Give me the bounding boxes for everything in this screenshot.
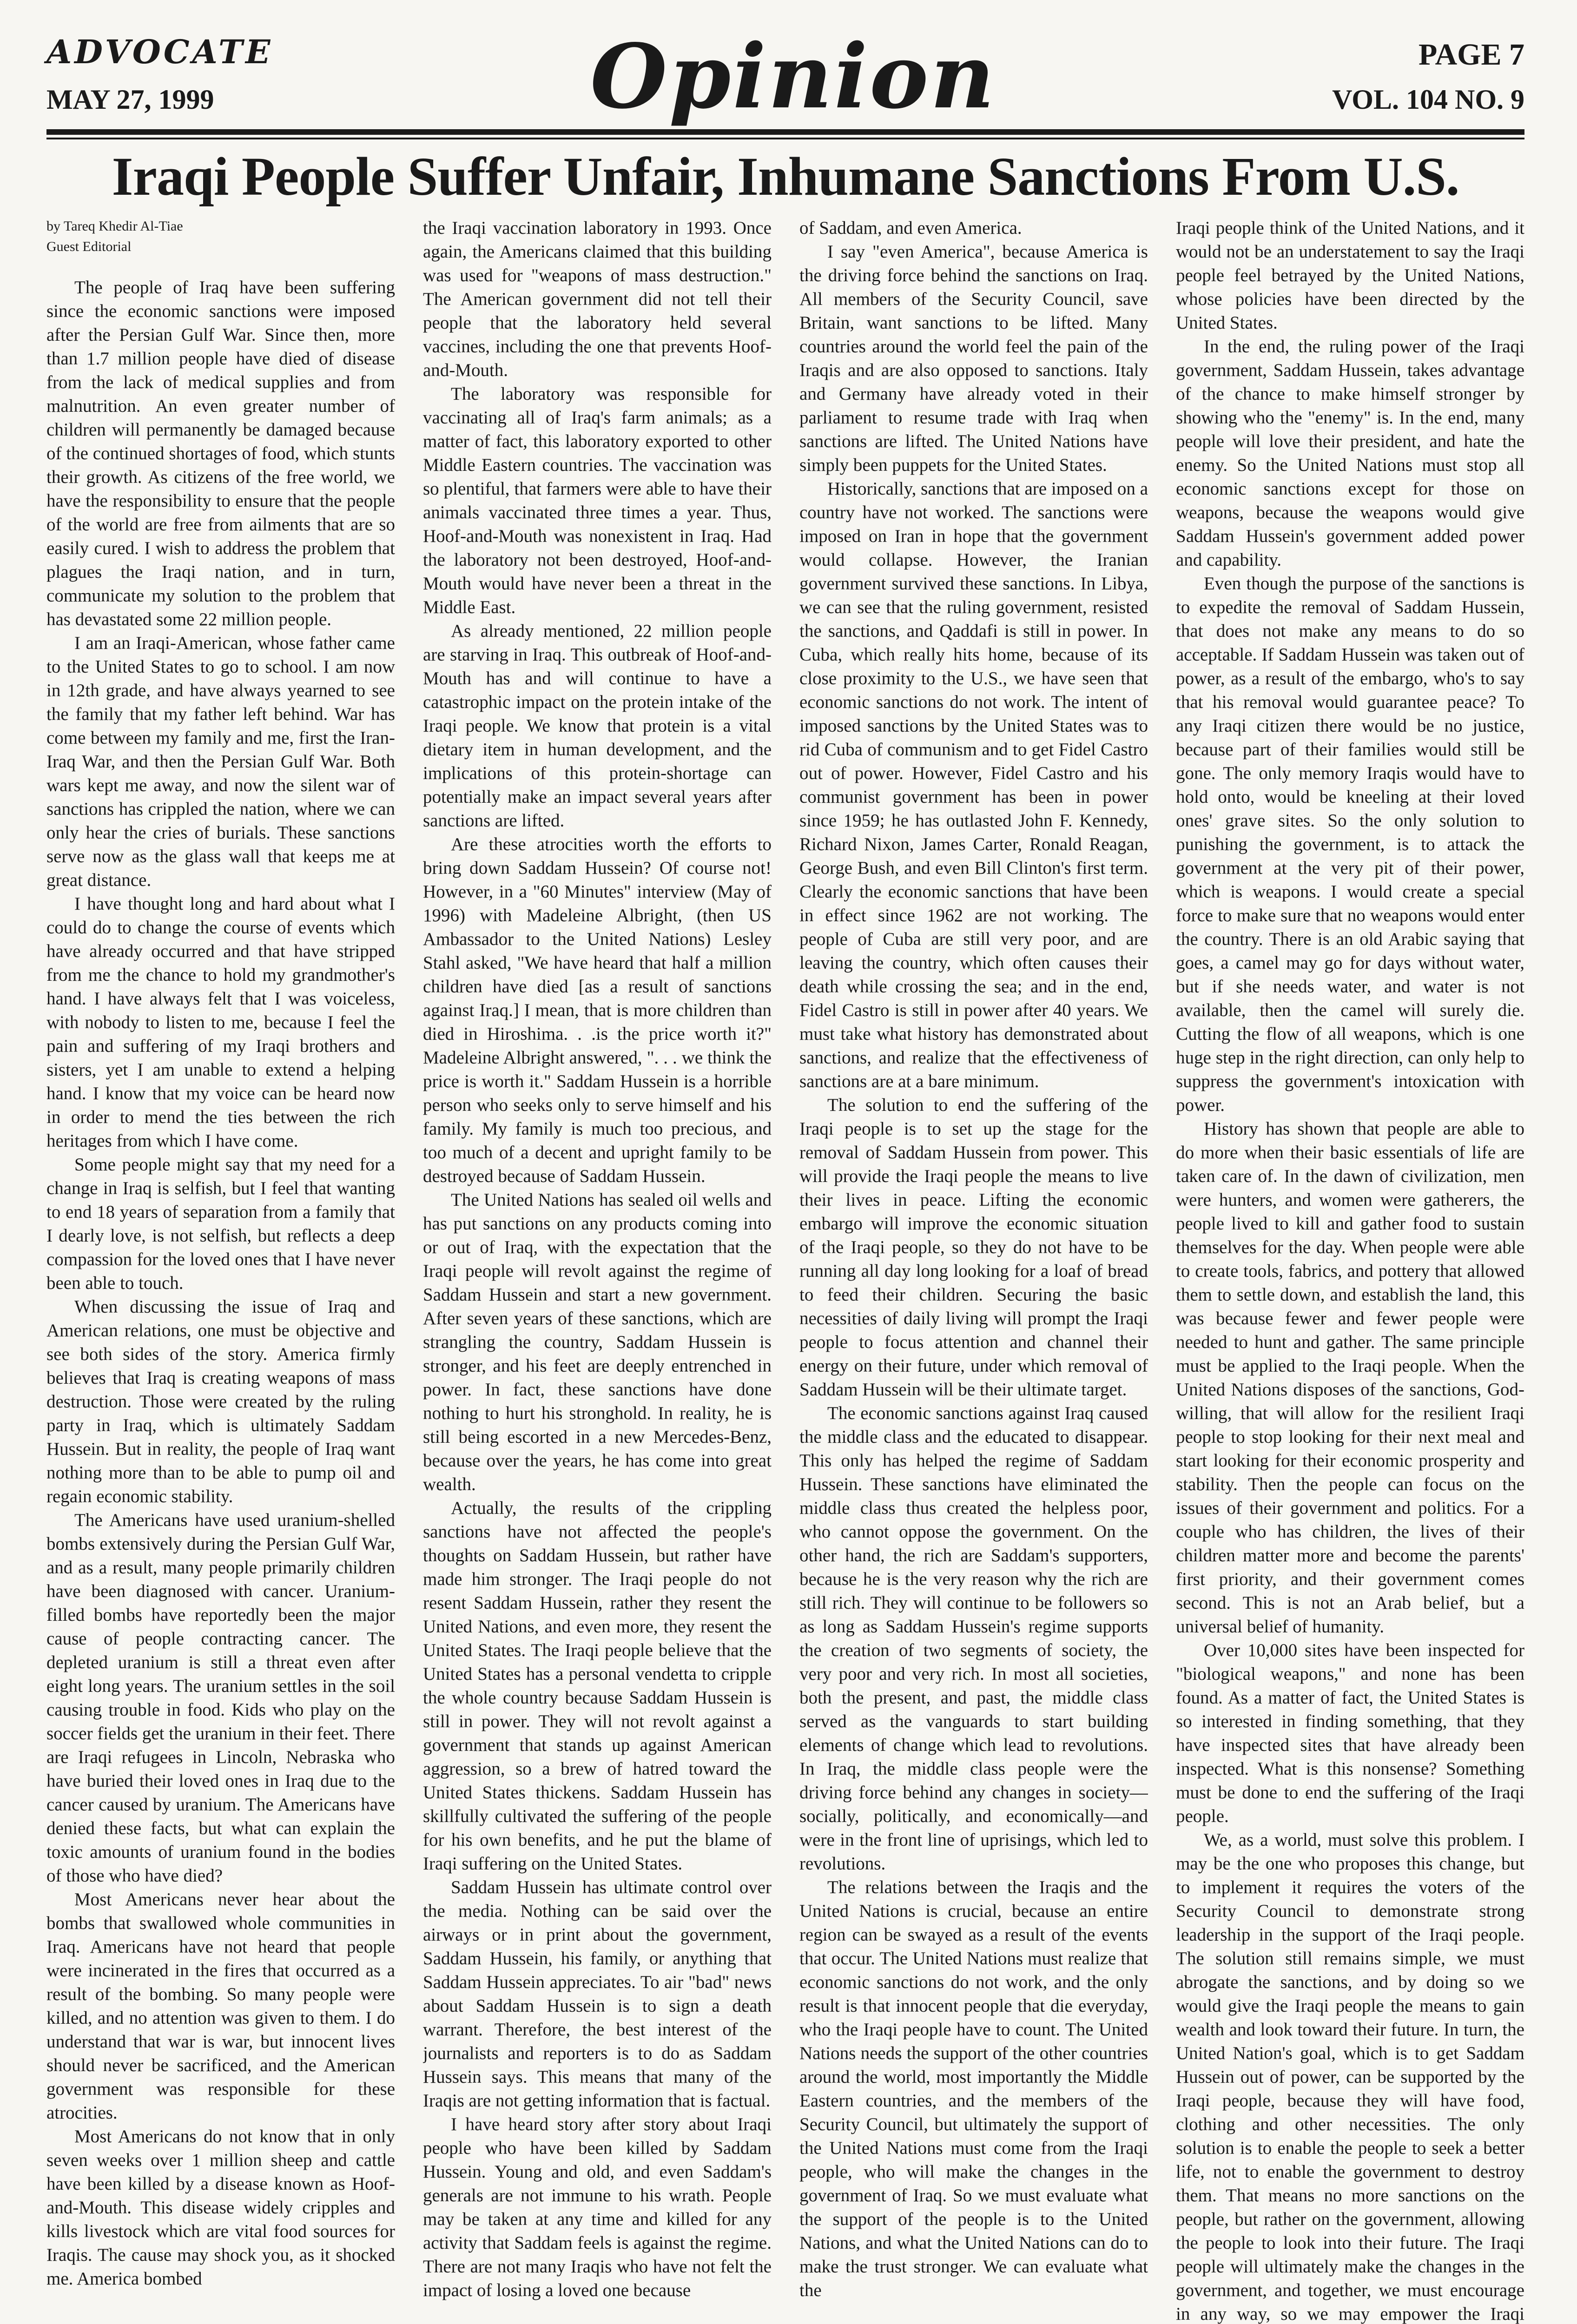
paragraph: The Americans have used uranium-shelled bombs extensively during the Persian Gulf War, and as a result, many people primarily children have been diagnosed with cancer. Uranium-filled bombs have reportedly been the major cause of people contracting cancer. The depleted uranium is still a threat even after eight long years. The uranium settles in the soil causing trouble in food. Kids who play on the soccer fields get the uranium in their feet. There are Iraqi refugees in Lincoln, Nebraska who have buried their loved ones in Iraq due to the cancer caused by uranium. The Americans have denied these facts, but what can explain the toxic amounts of uranium found in the bodies of those who have died? [46, 1510, 395, 1886]
newspaper-name: ADVOCATE [46, 33, 273, 71]
paragraph: I say "even America", because America is the driving force behind the sanctions on Iraq. All members of the Security Council, save Britain, want sanctions to be lifted. Many countries around the world feel the pain of the Iraqis and are also opposed to sanctions. Italy and Germany have already voted in their parliament to resume trade with Iraq when sanctions are lifted. The United Nations have simply been puppets for the United States. [799, 242, 1148, 475]
paragraph: Saddam Hussein has ultimate control over the media. Nothing can be said over the airways or in print about the government, Saddam Hussein, his family, or anything that Saddam Hussein appreciates. To air "bad" news about Saddam Hussein is to sign a death warrant. Therefore, the best interest of the journalists and reporters is to do as Saddam Hussein says. This means that many of the Iraqis are not getting information that is factual. [423, 1877, 772, 2111]
column-2 [423, 216, 772, 2324]
issue-date: MAY 27, 1999 [46, 84, 214, 115]
page-number: PAGE 7 [1419, 38, 1524, 72]
paragraph: Some people might say that my need for a change in Iraq is selfish, but I feel that wanting to end 18 years of separation from a family that I dearly love, is not selfish, but reflects a deep compassion for the loved ones that I have never been able to touch. [46, 1155, 395, 1293]
paragraph: The relations between the Iraqis and the United Nations is crucial, because an entire region can be swayed as a result of the events that occur. The United Nations must realize that economic sanctions do not work, and the only result is that innocent people that die everyday, who the Iraqi people have to count. The United Nations needs the support of the other countries around the world, most importantly the Middle Eastern countries, and the members of the Security Council, but ultimately the support of the United Nations must come from the Iraqi people, who will make the changes in the government of Iraq. So we must evaluate what the support of the people is to the United Nations, and what the United Nations can do to make the trust stronger. We can evaluate what the [799, 1877, 1148, 2300]
paragraph: As already mentioned, 22 million people are starving in Iraq. This outbreak of Hoof-and-Mouth has and will continue to have a catastrophic impact on the protein intake of the Iraqi people. We know that protein is a vital dietary item in human development, and the implications of this protein-shortage can potentially make an impact several years after sanctions are lifted. [423, 621, 772, 831]
paragraph: The people of Iraq have been suffering since the economic sanctions were imposed after the Persian Gulf War. Since then, more than 1.7 million people have died of disease from the lack of medical supplies and from malnutrition. An even greater number of children will permanently be damaged because of the continued shortages of food, which stunts their growth. As citizens of the free world, we have the responsibility to ensure that the people of the world are free from ailments that are so easily cured. I wish to address the problem that plagues the Iraqi nation, and in turn, communicate my solution to the problem that has devastated some 22 million people. [46, 277, 395, 629]
paragraph: Over 10,000 sites have been inspected for "biological weapons," and none has been found. As a matter of fact, the United States is so interested in finding something, that they have inspected sites that have already been inspected. What is this nonsense? Something must be done to end the suffering of the Iraqi people. [1176, 1640, 1524, 1826]
paragraph: Actually, the results of the crippling sanctions have not affected the people's thoughts on Saddam Hussein, but rather have made him stronger. The Iraqi people do not resent Saddam Hussein, rather they resent the United Nations, and even more, they resent the United States. The Iraqi people believe that the United States has a personal vendetta to cripple the whole country because Saddam Hussein is still in power. They will not revolt against a government that stands up against American aggression, so a brew of hatred toward the United States thickens. Saddam Hussein has skillfully cultivated the suffering of the people for his own benefits, and he put the blame of Iraqi suffering on the United States. [423, 1498, 772, 1874]
paragraph: Even though the purpose of the sanctions is to expedite the removal of Saddam Hussein, that does not make any means to do so acceptable. If Saddam Hussein was taken out of power, as a result of the embargo, who's to say that his removal would guarantee peace? To any Iraqi citizen there would be no justice, because part of their families would still be gone. The only memory Iraqis would have to hold onto, would be kneeling at their loved ones' grave sites. So the only solution to punishing the government, is to attack the government at the very pit of their power, which is weapons. I would create a special force to make sure that no weapons would enter the country. There is an old Arabic saying that goes, a camel may go for days without water, but if she needs water, and water is not available, then the camel will surely die. Cutting the flow of all weapons, which is one huge step in the right direction, can only help to suppress the government's intoxication with power. [1176, 574, 1524, 1115]
author-role: Guest Editorial [46, 239, 132, 254]
paragraph: I have thought long and hard about what I could do to change the course of events which have already occurred and that have stripped from me the chance to hold my grandmother's hand. I have always felt that I was voiceless, with nobody to listen to me, because I feel the pain and suffering of my Iraqi brothers and sisters, yet I am unable to extend a helping hand. I know that my voice can be heard now in order to mend the ties between the rich heritages from which I have come. [46, 894, 395, 1151]
author-name: by Tareq Khedir Al-Tiae [46, 218, 183, 234]
paragraph: I have heard story after story about Iraqi people who have been killed by Saddam Hussein. Young and old, and even Saddam's generals are not immune to his wrath. People may be taken at any time and killed for any activity that Saddam feels is against the regime. There are not many Iraqis who have not felt the impact of losing a loved one because [423, 2114, 772, 2300]
masthead [46, 25, 1524, 128]
paragraph-continued: of Saddam, and even America. [799, 218, 1022, 238]
paragraph: Most Americans do not know that in only seven weeks over 1 million sheep and cattle have been killed by a disease known as Hoof-and-Mouth. This disease widely cripples and kills livestock which are vital food sources for Iraqis. The cause may shock you, as it shocked me. America bombed [46, 2126, 395, 2289]
column-4 [1176, 216, 1524, 2324]
column-3 [799, 216, 1148, 2324]
paragraph: We, as a world, must solve this problem. I may be the one who proposes this change, but to implement it requires the voters of the Security Council to demonstrate strong leadership in the support of the Iraqi people. The solution still remains simple, we must abrogate the sanctions, and by doing so we would give the Iraqi people the means to gain wealth and look toward their future. In turn, the United Nation's goal, which is to get Saddam Hussein out of power, can be supported by the Iraqi people, because they will have food, clothing and other necessities. The only solution is to enable the people to seek a better life, not to enable the government to destroy them. That means no more sanctions on the people, but rather on the government, allowing the people to look into their future. The Iraqi people will ultimately make the changes in the government, and together, we must encourage in any way, so we may empower the Iraqi [1176, 1830, 1524, 2324]
paragraph: The United Nations has sealed oil wells and has put sanctions on any products coming into or out of Iraq, with the expectation that the Iraqi people will revolt against the regime of Saddam Hussein and start a new government. After seven years of these sanctions, which are strangling the country, Saddam Hussein is stronger, and his feet are deeply entrenched in power. In fact, these sanctions have done nothing to hurt his stronghold. In reality, he is still being escorted in a new Mercedes-Benz, because over the years, he has come into great wealth. [423, 1190, 772, 1494]
paragraph: I am an Iraqi-American, whose father came to the United States to go to school. I am now in 12th grade, and have always yearned to see the family that my father left behind. War has come between my family and me, first the Iran-Iraq War, and then the Persian Gulf War. Both wars kept me away, and now the silent war of sanctions has crippled the nation, where we can only hear the cries of burials. These sanctions serve now as the glass wall that keeps me at great distance. [46, 633, 395, 890]
paragraph: The economic sanctions against Iraq caused the middle class and the educated to disappear. This only has helped the regime of Saddam Hussein. These sanctions have eliminated the middle class thus created the helpless poor, who cannot oppose the government. On the other hand, the rich are Saddam's supporters, because he is the very reason why the rich are still rich. They will continue to be followers so as long as Saddam Hussein's regime supports the creation of two segments of society, the very poor and very rich. In most all societies, both the present, and past, the middle class served as the vanguards to start building elements of change which lead to revolutions. In Iraq, the middle class people were the driving force behind any changes in society—socially, politically, and economically—and were in the front line of uprisings, which led to revolutions. [799, 1403, 1148, 1874]
headline: Iraqi People Suffer Unfair, Inhumane Sanctions From U.S. [112, 146, 1459, 207]
paragraph-continued: Iraqi people think of the United Nations, and it would not be an understatement to say the Iraqi people feel betrayed by the United Nations, whose policies have been directed by the United States. [1176, 218, 1524, 333]
column-1 [46, 216, 395, 2324]
section-title: Opinion [590, 25, 996, 128]
article-body [46, 216, 1524, 2324]
paragraph: Are these atrocities worth the efforts to bring down Saddam Hussein? Of course not! However, in a "60 Minutes" interview (May of 1996) with Madeleine Albright, (then US Ambassador to the United Nations) Lesley Stahl asked, "We have heard that half a million children have died [as a result of sanctions against Iraq.] I mean, that is more children than died in Hiroshima. . .is the price worth it?" Madeleine Albright answered, ". . . we think the price is worth it." Saddam Hussein is a horrible person who seeks only to serve himself and his family. My family is much too precious, and too much of a decent and upright family to be destroyed because of Saddam Hussein. [423, 834, 772, 1186]
paragraph: The solution to end the suffering of the Iraqi people is to set up the stage for the removal of Saddam Hussein from power. This will provide the Iraqi people the means to live their lives in peace. Lifting the economic embargo will improve the economic situation of the Iraqi people, so they do not have to be running all day long looking for a loaf of bread to feed their children. Securing the basic necessities of daily living will prompt the Iraqi people to focus attention and channel their energy on their future, under which removal of Saddam Hussein will be their ultimate target. [799, 1095, 1148, 1400]
paragraph: Most Americans never hear about the bombs that swallowed whole communities in Iraq. Americans have not heard that people were incinerated in the fires that occurred as a result of the bombing. So many people were killed, and no attention was given to them. I do understand that war is war, but innocent lives should never be sacrificed, and the American government was responsible for these atrocities. [46, 1889, 395, 2123]
paragraph: Historically, sanctions that are imposed on a country have not worked. The sanctions were imposed on Iran in hope that the government would collapse. However, the Iranian government survived these sanctions. In Libya, we can see that the ruling government, resisted the sanctions, and Qaddafi is still in power. In Cuba, which really hits home, because of its close proximity to the U.S., we have seen that economic sanctions do not work. The intent of imposed sanctions by the United States was to rid Cuba of communism and to get Fidel Castro out of power. However, Fidel Castro and his communist government has been in power since 1959; he has outlasted John F. Kennedy, Richard Nixon, James Carter, Ronald Reagan, George Bush, and even Bill Clinton's first term. Clearly the economic sanctions that have been in effect since 1962 are not working. The people of Cuba are still very poor, and are leaving the country, which often causes their death while crossing the sea; and in the end, Fidel Castro is still in power after 40 years. We must take what history has demonstrated about sanctions, and realize that the effectiveness of sanctions are at a bare minimum. [799, 479, 1148, 1091]
header-rule [46, 129, 1524, 135]
paragraph: History has shown that people are able to do more when their basic essentials of life are taken care of. In the dawn of civilization, men were hunters, and women were gatherers, the people lived to kill and gather food to sustain themselves for the day. When people were able to create tools, fabrics, and pottery that allowed them to settle down, and establish the land, this was because fewer and fewer people were needed to hunt and gather. The same principle must be applied to the Iraqi people. When the United Nations disposes of the sanctions, God-willing, that will allow for the resilient Iraqi people to stop looking for their next meal and start looking for their economic prosperity and stability. Then the people can focus on the issues of their government and politics. For a couple who has children, the lives of their children matter more and become the parents' first priority, and their government comes second. This is not an Arab belief, but a universal belief of humanity. [1176, 1119, 1524, 1637]
volume-number: VOL. 104 NO. 9 [1332, 84, 1524, 115]
paragraph: In the end, the ruling power of the Iraqi government, Saddam Hussein, takes advantage of the chance to make himself stronger by showing who the "enemy" is. In the end, many people will love their president, and hate the enemy. So the United Nations must stop all economic sanctions except for those on weapons, because the weapons would give Saddam Hussein's government added power and capability. [1176, 337, 1524, 570]
paragraph: The laboratory was responsible for vaccinating all of Iraq's farm animals; as a matter of fact, this laboratory exported to other Middle Eastern countries. The vaccination was so plentiful, that farmers were able to have their animals vaccinated three times a year. Thus, Hoof-and-Mouth was nonexistent in Iraq. Had the laboratory not been destroyed, Hoof-and-Mouth would have never been a threat in the Middle East. [423, 384, 772, 617]
paragraph-continued: the Iraqi vaccination laboratory in 1993. Once again, the Americans claimed that this building was used for "weapons of mass destruction." The American government did not tell their people that the laboratory held several vaccines, including the one that prevents Hoof-and-Mouth. [423, 218, 772, 380]
byline [46, 216, 395, 257]
paragraph: When discussing the issue of Iraq and American relations, one must be objective and see both sides of the story. America firmly believes that Iraq is creating weapons of mass destruction. Those were created by the ruling party in Iraq, which is ultimately Saddam Hussein. But in reality, the people of Iraq want nothing more than to be able to pump oil and regain economic stability. [46, 1297, 395, 1506]
